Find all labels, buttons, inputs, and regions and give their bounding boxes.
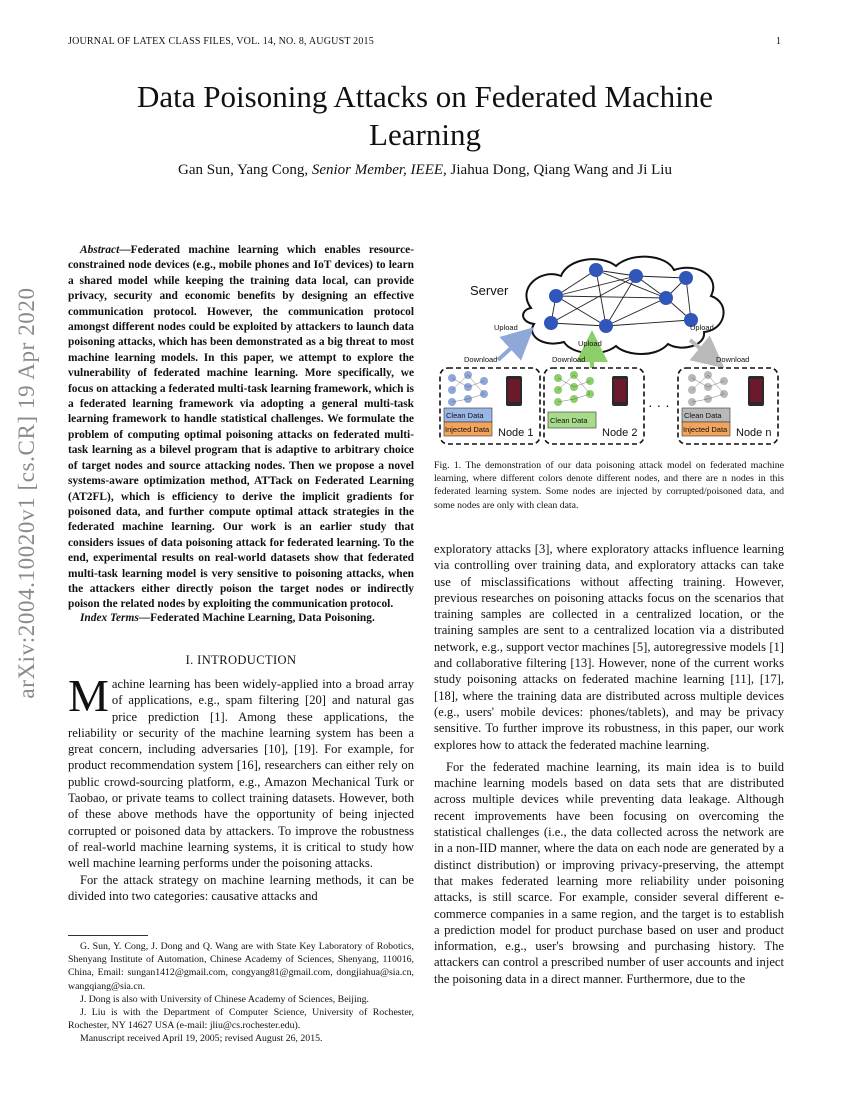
server-label: Server: [470, 283, 509, 298]
intro-text: [68, 670, 414, 904]
intro-paragraph-1-text: achine learning has been widely-applied into a broad array of applications, e.g., spam filtering [20] and natural gas price prediction [1]. Among these applications, the reliability or security of the machine learning system has been a great concern, including adversaries [10], [19]. For example, for product recommendation system [16], researchers can either rely on public crowd-sourcing platform, e.g., Amazon Mechanical Turk or Taobao, or private teams to collect training datasets. However, both of these above methods have the opportunity of being injected corrupted or poisoned data by attackers. To improve the robustness of real-world machine learning systems, it is critical to study how well machine learning performs under the poisoning attacks.: [68, 677, 414, 871]
drop-cap: M: [68, 670, 109, 721]
paper-title: Data Poisoning Attacks on Federated Machine Learning: [137, 79, 713, 152]
figure-1-diagram: [436, 248, 782, 448]
figure-1: [436, 248, 782, 448]
intro-paragraph-1: [68, 670, 414, 872]
node-n-label: Node n: [736, 427, 772, 439]
figure-caption: Fig. 1. The demonstration of our data poisoning attack model on federated machine learning, where different colors denote different nodes, and there are n nodes in this federated learning system. Some nodes are injected by corrupted/poisoned data, and some nodes are only with clean data.: [434, 460, 784, 511]
footnote-rule: [68, 935, 148, 936]
footnote: J. Dong is also with University of Chinese Academy of Sciences, Beijing.: [80, 993, 369, 1005]
footnote: J. Liu is with the Department of Computer Science, University of Rochester, Rochester, NY 14627 USA (e-mail: jliu@cs.rochester.edu).: [68, 1007, 414, 1032]
download-label-2: Download: [552, 355, 586, 364]
node-1-injected-label: Injected Data: [445, 425, 490, 434]
footnote: Manuscript received April 19, 2005; revised August 26, 2015.: [80, 1033, 323, 1045]
node-1-clean-label: Clean Data: [446, 411, 484, 420]
node-n-injected-label: Injected Data: [683, 425, 728, 434]
intro-paragraph-2: For the attack strategy on machine learning methods, it can be divided into two categories: causative attacks and: [68, 872, 414, 903]
index-terms-lead: Index Terms: [80, 612, 139, 624]
download-label-1: Download: [464, 355, 498, 364]
arxiv-stamp: arXiv:2004.10020v1 [cs.CR] 19 Apr 2020: [14, 287, 39, 699]
footnotes: [68, 940, 414, 1046]
author-names-a: Gan Sun, Yang Cong,: [178, 162, 309, 178]
author-affiliation: Senior Member, IEEE,: [311, 162, 447, 178]
abstract-text: —Federated machine learning which enables resource-constrained node devices (e.g., mobile phones and IoT devices) to learn a shared model while keeping the training data local, can provide privacy, security and economic benefits by designing an effective communication protocol. However, the communication protocol amongst different nodes could be exploited by attackers to launch data poisoning attacks, which has been demonstrated as a big threat to most machine learning models. In this paper, we attempt to explore the vulnerability of federated machine learning. More specifically, we focus on attacking a federated multi-task learning framework, which is a federated learning framework via adopting a general multi-task learning framework to handle statistical challenges. We formulate the problem of computing optimal poisoning attacks on federated multi-task learning as a bilevel program that is adaptive to arbitrary choice of target nodes and source attacking nodes. Then we propose a novel systems-aware optimization method, ATTack on Federated Learning (AT2FL), which is efficiency to derive the implicit gradients for poisoned data, and further compute optimal attack strategies in the federated machine learning. Our work is an earlier study that considers issues of data poisoning attack for federated learning. To the end, experimental results on real-world datasets show that federated multi-task learning model is very sensitive to poisoning attacks, when the attackers either directly poison the target nodes or indirectly poison the related nodes by exploiting the communication protocol.: [68, 244, 414, 611]
arrows-node-1: [498, 338, 522, 360]
author-names-b: Jiahua Dong, Qiang Wang and Ji Liu: [450, 162, 672, 178]
arrows-node-n: [690, 340, 712, 358]
right-paragraph-2: For the federated machine learning, its main idea is to build machine learning models based on data sets that are distributed across multiple devices while preventing data leakage. Although recent improvements have been focusing on overcoming the statistical challenges (i.e., the data collected across the network are in a non-IID manner, where the data on each node are generated by a distinct distribution) or improving privacy-preserving, the attempt that makes federated learning more reliability under poisoning attacks, is still scarce. For example, consider several different e-commerce companies in a same region, and the target is to establish a prediction model for product purchase based on user and product information, e.g., user's browsing and purchasing history. The attackers can control a prescribed number of user accounts and inject the poisoning data in a direct manner. Furthermore, due to the: [434, 759, 784, 986]
upload-label-1: Upload: [494, 323, 518, 332]
cloud-shape: [523, 257, 723, 354]
node-1-label: Node 1: [498, 427, 534, 439]
section-heading: I. INTRODUCTION: [185, 653, 297, 667]
right-column-text: [434, 541, 784, 987]
index-terms: [68, 611, 414, 626]
abstract-lead: Abstract: [80, 244, 120, 256]
footnote: G. Sun, Y. Cong, J. Dong and Q. Wang are with State Key Laboratory of Robotics, Shenyang Institute of Automation, Chinese Academy of Sciences, Shenyang, 110016, China, Email: sungan1412@gmail.com, congyang81@gmail.com, dongjiahua@sia.cn, wangqiang@sia.cn.: [68, 941, 414, 992]
page-number: 1: [776, 36, 782, 47]
node-2-clean-label: Clean Data: [550, 416, 588, 425]
author-line: [100, 162, 750, 179]
abstract: [68, 243, 414, 613]
node-2-label: Node 2: [602, 427, 638, 439]
node-2-box: [544, 368, 644, 444]
running-header: JOURNAL OF LATEX CLASS FILES, VOL. 14, NO. 8, AUGUST 2015: [68, 36, 374, 47]
download-label-n: Download: [716, 355, 750, 364]
nodes-ellipsis: · · ·: [648, 397, 670, 413]
node-1-box: [440, 368, 540, 444]
right-paragraph-1: exploratory attacks [3], where exploratory attacks influence learning via controlling over training data, and exploratory attacks can take use of misclassifications without affecting training. However, previous researches on poisoning attacks focus on the scenarios that training samples are collected in a centralized location, or the training samples are sent to a centralized location via a distributed network, e.g., support vector machines [5], autoregressive models [1] and collaborative filtering [13]. However, none of the current works study poisoning attacks on federated machine learning [11], [17], [18], where the training data are distributed across multiple devices (e.g., users' mobile devices: phones/tablets), and may be privacy sensitive. To further improve its robustness, in this paper, our work explores how to attack the federated machine learning.: [434, 542, 784, 752]
upload-label-n: Upload: [690, 323, 714, 332]
node-n-clean-label: Clean Data: [684, 411, 722, 420]
index-terms-text: —Federated Machine Learning, Data Poisoning.: [138, 612, 375, 624]
node-n-box: [678, 368, 778, 444]
upload-label-2: Upload: [578, 339, 602, 348]
